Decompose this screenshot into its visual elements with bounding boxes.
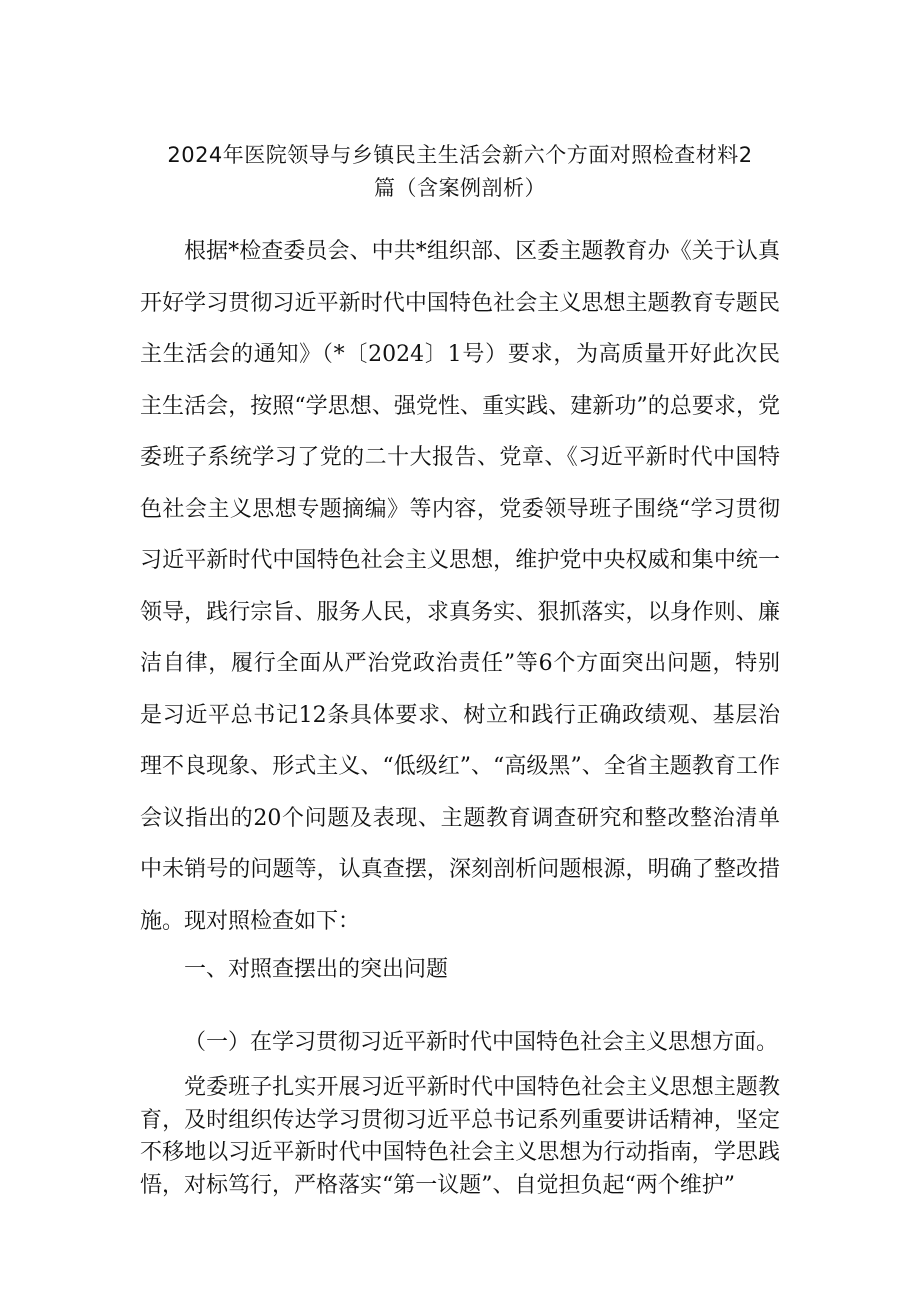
section-heading: 一、对照查摆出的突出问题 [184, 957, 449, 982]
document-title-line-1: 2024年医院领导与乡镇民主生活会新六个方面对照检查材料2 [167, 143, 753, 167]
document-title-line-2: 篇（含案例剖析） [374, 176, 546, 200]
subsection-heading: （一）在学习贯彻习近平新时代中国特色社会主义思想方面。 [184, 1030, 779, 1055]
intro-paragraph: 根据*检查委员会、中共*组织部、区委主题教育办《关于认真开好学习贯彻习近平新时代中国特色社会主义思想主题教育专题民主生活会的通知》（*〔2024〕1号）要求，为高质量开好此次民主生活会，按照“学思想、强党性、重实践、建新功”的总要求，党委班子系统学习了党的二十大报告、党章、《习近平新时代中国特色社会主义思想专题摘编》等内容，党委领导班子围绕“学习贯彻习近平新时代中国特色社会主义思想，维护党中央权威和集中统一领导，践行宗旨、服务人民，求真务实、狠抓落实，以身作则、廉洁自律，履行全面从严治党政治责任”等6个方面突出问题，特别是习近平总书记12条具体要求、树立和践行正确政绩观、基层治理不良现象、形式主义、“低级红”、“高级黑”、全省主题教育工作会议指出的20个问题及表现、主题教育调查研究和整改整治清单中未销号的问题等，认真查摆，深刻剖析问题根源，明确了整改措施。现对照检查如下： [140, 239, 780, 934]
body-paragraph: 党委班子扎实开展习近平新时代中国特色社会主义思想主题教育，及时组织传达学习贯彻习近平总书记系列重要讲话精神，坚定不移地以习近平新时代中国特色社会主义思想为行动指南，学思践悟，对标笃行，严格落实“第一议题”、自觉担负起“两个维护” [140, 1075, 780, 1198]
